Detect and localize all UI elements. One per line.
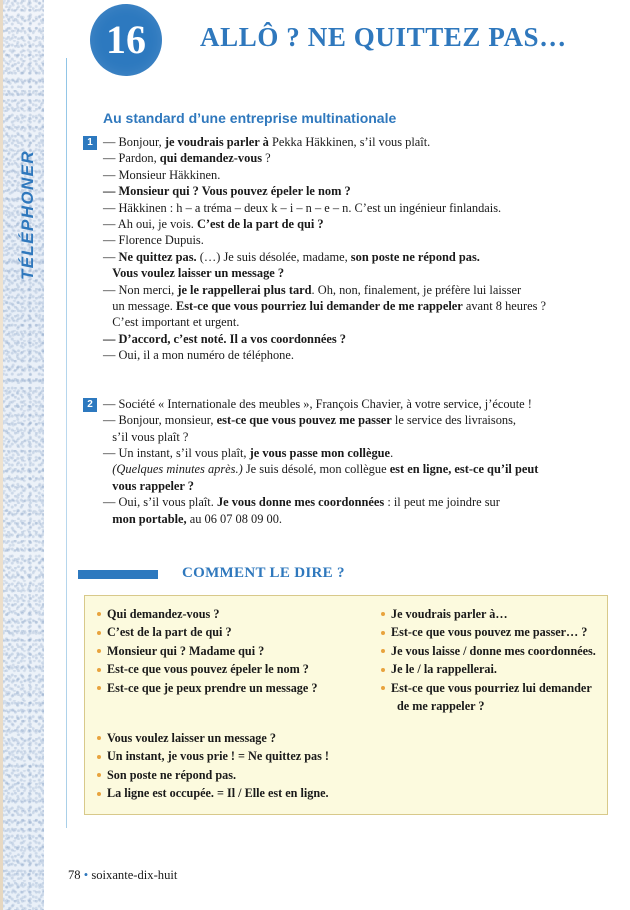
footer-page-number: 78: [68, 868, 81, 882]
dialogue-line: — Un instant, s’il vous plaît, je vous passe mon collègue.: [103, 445, 394, 460]
dialogue-lines: [103, 134, 630, 364]
dialogue-line: — Pardon, qui demandez-vous ?: [103, 151, 271, 166]
phrase-bullet: Est-ce que je peux prendre un message ?: [95, 679, 367, 698]
phrase-bullet: Son poste ne répond pas.: [95, 766, 597, 785]
phrase-bullet: Je le / la rappellerai.: [379, 660, 597, 679]
phrase-bullet: Est-ce que vous pouvez épeler le nom ?: [95, 660, 367, 679]
phrase-bullet: La ligne est occupée. = Il / Elle est en ligne.: [95, 784, 597, 803]
phrase-bullet: Un instant, je vous prie ! = Ne quittez pas !: [95, 747, 597, 766]
footer-page-number-words: soixante-dix-huit: [91, 868, 178, 882]
comment-le-dire-box: [84, 595, 608, 815]
dialogue-line: — Oui, s’il vous plaît. Je vous donne mes coordonnées : il peut me joindre sur: [103, 495, 500, 510]
comment-le-dire-header: [78, 565, 630, 587]
dialogue-block-2: [87, 396, 630, 527]
dialogue-lines: [103, 396, 630, 527]
dialogue-line: (Quelques minutes après.) Je suis désolé, mon collègue est en ligne, est-ce qu’il peut: [112, 462, 539, 477]
section-heading: Au standard d’une entreprise multinationale: [103, 110, 397, 126]
dialogue-line: Vous voulez laisser un message ?: [103, 266, 285, 281]
dialogue-line: — Häkkinen : h – a tréma – deux k – i – n – e – n. C’est un ingénieur finlandais.: [103, 200, 502, 215]
dialogue-line: — Monsieur Häkkinen.: [103, 167, 221, 182]
phrase-bullet: Qui demandez-vous ?: [95, 605, 367, 624]
page-header: [78, 0, 630, 96]
page-content: [78, 0, 630, 910]
phrase-bullet: Je voudrais parler à…: [379, 605, 597, 624]
phrase-columns: [95, 605, 597, 716]
dialogue-line: — Société « Internationale des meubles », François Chavier, à votre service, j’écoute !: [103, 396, 532, 411]
dialogue-line: — D’accord, c’est noté. Il a vos coordonnées ?: [103, 331, 346, 346]
page-footer: [68, 868, 177, 883]
section-marker-bar: [78, 570, 158, 579]
phrase-bullet: Je vous laisse / donne mes coordonnées.: [379, 642, 597, 661]
phrase-bullet: C’est de la part de qui ?: [95, 623, 367, 642]
phrase-bullet: Monsieur qui ? Madame qui ?: [95, 642, 367, 661]
dialogue-line: — Non merci, je le rappellerai plus tard. Oh, non, finalement, je préfère lui laisser: [103, 282, 522, 297]
dialogue-line: — Bonjour, je voudrais parler à Pekka Häkkinen, s’il vous plaît.: [103, 135, 431, 149]
dialogue-line: — Bonjour, monsieur, est-ce que vous pouvez me passer le service des livraisons,: [103, 413, 517, 428]
page-title: ALLÔ ? NE QUITTEZ PAS…: [200, 22, 567, 52]
dialogue-number-badge: 1: [83, 136, 97, 150]
dialogue-line: — Florence Dupuis.: [103, 233, 204, 248]
unit-number-badge: 16: [90, 4, 162, 76]
dialogue-line: mon portable, au 06 07 08 09 00.: [112, 511, 282, 526]
dialogue-line: s’il vous plaît ?: [103, 429, 189, 444]
phrase-bullet-continuation: de me rappeler ?: [397, 699, 485, 714]
phrase-bullet: Est-ce que vous pourriez lui demander: [379, 679, 597, 698]
phrase-column-right: [379, 605, 597, 716]
dialogue-line: — Ne quittez pas. (…) Je suis désolée, madame, son poste ne répond pas.: [103, 249, 480, 264]
footer-separator-dot: •: [83, 868, 89, 882]
dialogue-line: vous rappeler ?: [103, 478, 194, 493]
comment-le-dire-title: COMMENT LE DIRE ?: [182, 564, 345, 581]
phrase-list-lower: [95, 729, 597, 803]
dialogue-line: un message. Est-ce que vous pourriez lui demander de me rappeler avant 8 heures ?: [103, 299, 547, 314]
vertical-tab-label: TÉLÉPHONER: [18, 149, 37, 281]
column-rule-divider: [66, 58, 67, 828]
dialogue-block-1: [87, 134, 630, 364]
dialogue-line: — Oui, il a mon numéro de téléphone.: [103, 348, 294, 363]
dialogue-number-badge: 2: [83, 398, 97, 412]
phrase-bullet: Est-ce que vous pouvez me passer… ?: [379, 623, 597, 642]
left-textured-margin: [0, 0, 46, 910]
dialogue-line: C’est important et urgent.: [103, 315, 240, 330]
dialogue-line: — Monsieur qui ? Vous pouvez épeler le nom ?: [103, 184, 351, 199]
phrase-bullet: Vous voulez laisser un message ?: [95, 729, 597, 748]
phrase-column-left: [95, 605, 367, 716]
dialogue-line: — Ah oui, je vois. C’est de la part de qui ?: [103, 217, 324, 232]
